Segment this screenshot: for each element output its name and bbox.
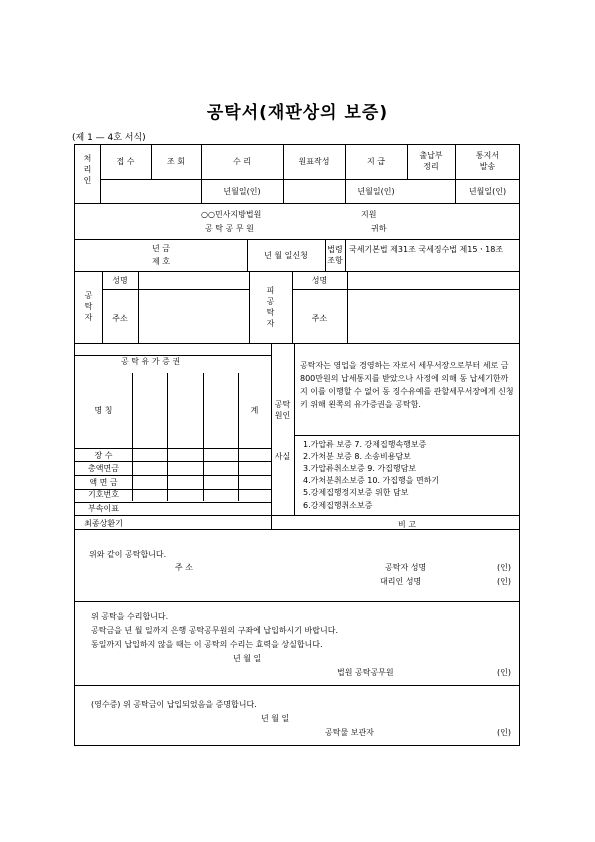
deposit-form [74, 144, 520, 746]
acceptance-officer: 법원 공탁공무원 [337, 668, 394, 677]
agent-seal: (인) [497, 577, 511, 586]
legal-basis-1: 1.가압류 보증 7. 강제집행속행보증 [303, 440, 427, 449]
depositor-address-label: 주소 [112, 314, 128, 323]
law-text: 국세기본법 제31조 국세징수법 제15ㆍ18조 [349, 245, 504, 254]
court-officer: 공 탁 공 무 원 [205, 224, 254, 233]
receipt-seal: (인) [497, 728, 511, 737]
acceptance-line2: 공탁금을 년 월 일까지 은행 공탁공무원의 구좌에 납입하시기 바랍니다. [91, 626, 338, 635]
application-date: 년 월 일신청 [264, 251, 308, 260]
receipt-custodian: 공탁물 보관자 [325, 728, 374, 737]
accept-date-seal: 년월일(인) [223, 187, 261, 196]
form-number: (제 1 — 4호 서식) [72, 133, 146, 143]
depositor-seal: (인) [497, 563, 511, 572]
col-notice: 통지서 발송 [475, 151, 500, 171]
legal-basis-6: 6.강제집행취소보증 [303, 501, 373, 510]
col-ledger: 원표작성 [298, 157, 330, 166]
payment-date-seal: 년월일(인) [357, 187, 395, 196]
beneficiary-name-label: 성명 [311, 276, 328, 285]
notice-date-seal: 년월일(인) [468, 187, 507, 196]
remarks-label: 비 고 [398, 520, 416, 529]
declaration-address: 주 소 [175, 563, 193, 572]
depositor-label: 공 탁 자 [84, 291, 93, 322]
cause-label: 공탁 원인 [274, 400, 291, 420]
col-accept: 수 리 [233, 157, 251, 166]
col-cashbook: 출납부 정리 [419, 151, 443, 171]
row-coupon: 부속이표 [88, 504, 119, 513]
legal-basis-4: 4.가처분취소보증 10. 가집행을 면하기 [303, 476, 440, 485]
acceptance-date: 년 월 일 [233, 654, 262, 663]
depositor-name-label: 성명 [112, 276, 128, 285]
case-year: 년 금 [152, 244, 170, 253]
receipt-date: 년 월 일 [261, 714, 290, 723]
col-inquiry: 조 회 [167, 157, 185, 166]
legal-basis-2: 2.가처분 보증 8. 소송비용담보 [303, 452, 411, 461]
row-final-redemption: 최종상환기 [84, 519, 123, 528]
row-count: 장 수 [94, 451, 113, 460]
legal-basis-5: 5.강제집행정지보증 위한 담보 [303, 488, 409, 497]
case-number: 제 호 [152, 257, 170, 266]
page-title: 공탁서(재판상의 보증) [206, 103, 389, 123]
securities-name-label: 명 칭 [94, 406, 113, 415]
securities-total-label: 계 [250, 406, 259, 415]
declaration-text: 위와 같이 공탁합니다. [89, 550, 167, 559]
col-payment: 지 급 [367, 157, 385, 166]
depositor-signature: 공탁자 성명 [385, 563, 427, 572]
legal-basis-3: 3.가압류취소보증 9. 가집행담보 [303, 464, 417, 473]
row-total-face: 총액면금 [88, 464, 119, 473]
court-honorific: 귀하 [371, 224, 387, 233]
cause-text: 공탁자는 영업을 경영하는 자로서 세무서장으로부터 세로 금 800만원의 납세통지를 받았으나 사정에 의해 동 납세기한까지 이를 이행할 수 없어 동 징수유예를 관할세무서장에게 신청키 위해 왼쪽의 유가증권을 공탁함. [300, 361, 514, 409]
acceptance-line3: 동일까지 납입하지 않을 때는 이 공탁의 수리는 효력을 상실합니다. [91, 640, 323, 649]
receipt-line1: (영수증) 위 공탁금이 납입되었음을 증명합니다. [91, 700, 257, 709]
facts-label: 사실 [274, 452, 291, 461]
agent-signature: 대리인 성명 [380, 577, 422, 586]
acceptance-seal: (인) [497, 668, 511, 677]
beneficiary-address-label: 주소 [311, 314, 328, 323]
col-receipt: 접 수 [116, 157, 135, 166]
court-name: ○○민사지방법원 [201, 210, 262, 219]
beneficiary-label: 피 공 탁 자 [266, 286, 275, 328]
acceptance-line1: 위 공탁을 수리합니다. [91, 612, 169, 621]
court-branch: 지원 [361, 210, 377, 219]
row-face-value: 액 면 금 기호번호 [88, 478, 119, 499]
law-label: 법령 조항 [327, 245, 343, 265]
processing-label: 처 리 인 [83, 154, 92, 185]
securities-header: 공 탁 유 가 증 권 [121, 357, 181, 366]
